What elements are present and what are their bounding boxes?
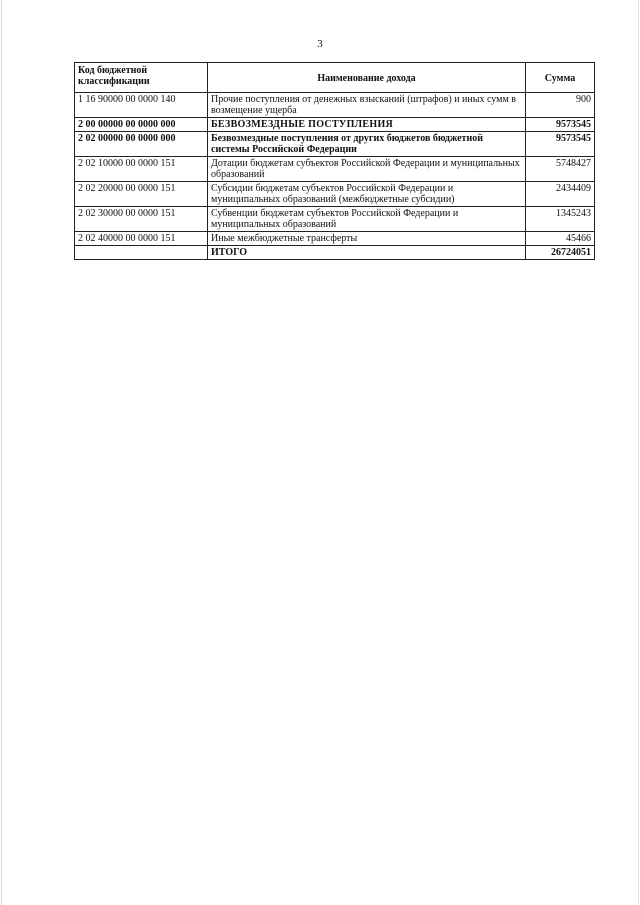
cell-sum-total: 26724051 <box>526 246 595 260</box>
cell-sum: 9573545 <box>526 132 595 157</box>
cell-sum: 2434409 <box>526 182 595 207</box>
cell-code: 2 02 30000 00 0000 151 <box>75 207 208 232</box>
cell-name-total: ИТОГО <box>208 246 526 260</box>
scan-right-edge <box>638 0 639 905</box>
table-row <box>75 207 595 232</box>
header-sum: Сумма <box>526 63 595 93</box>
cell-code: 2 00 00000 00 0000 000 <box>75 118 208 132</box>
cell-code: 2 02 40000 00 0000 151 <box>75 232 208 246</box>
table-row <box>75 118 595 132</box>
table-header-row <box>75 63 595 93</box>
cell-sum: 45466 <box>526 232 595 246</box>
cell-name: Субвенции бюджетам субъектов Российской Федерации и муниципальных образований <box>208 207 526 232</box>
cell-sum: 1345243 <box>526 207 595 232</box>
header-code: Код бюджетной классификации <box>75 63 208 93</box>
table-row <box>75 93 595 118</box>
table-row <box>75 132 595 157</box>
cell-name: Субсидии бюджетам субъектов Российской Федерации и муниципальных образований (межбюджетные субсидии) <box>208 182 526 207</box>
table-row-total <box>75 246 595 260</box>
cell-code: 2 02 10000 00 0000 151 <box>75 157 208 182</box>
cell-code: 1 16 90000 00 0000 140 <box>75 93 208 118</box>
cell-code: 2 02 00000 00 0000 000 <box>75 132 208 157</box>
cell-name: Дотации бюджетам субъектов Российской Федерации и муниципальных образований <box>208 157 526 182</box>
cell-name: Прочие поступления от денежных взысканий (штрафов) и иных сумм в возмещение ущерба <box>208 93 526 118</box>
cell-name: БЕЗВОЗМЕЗДНЫЕ ПОСТУПЛЕНИЯ <box>208 118 526 132</box>
cell-name: Иные межбюджетные трансферты <box>208 232 526 246</box>
cell-code: 2 02 20000 00 0000 151 <box>75 182 208 207</box>
page-number: 3 <box>317 38 323 50</box>
table-row <box>75 157 595 182</box>
cell-sum: 5748427 <box>526 157 595 182</box>
scan-left-edge <box>1 0 2 905</box>
cell-sum: 900 <box>526 93 595 118</box>
cell-sum: 9573545 <box>526 118 595 132</box>
cell-code <box>75 246 208 260</box>
table-row <box>75 232 595 246</box>
table-row <box>75 182 595 207</box>
header-name: Наименование дохода <box>208 63 526 93</box>
cell-name: Безвозмездные поступления от других бюджетов бюджетной системы Российской Федерации <box>208 132 526 157</box>
budget-revenue-table <box>74 62 595 260</box>
